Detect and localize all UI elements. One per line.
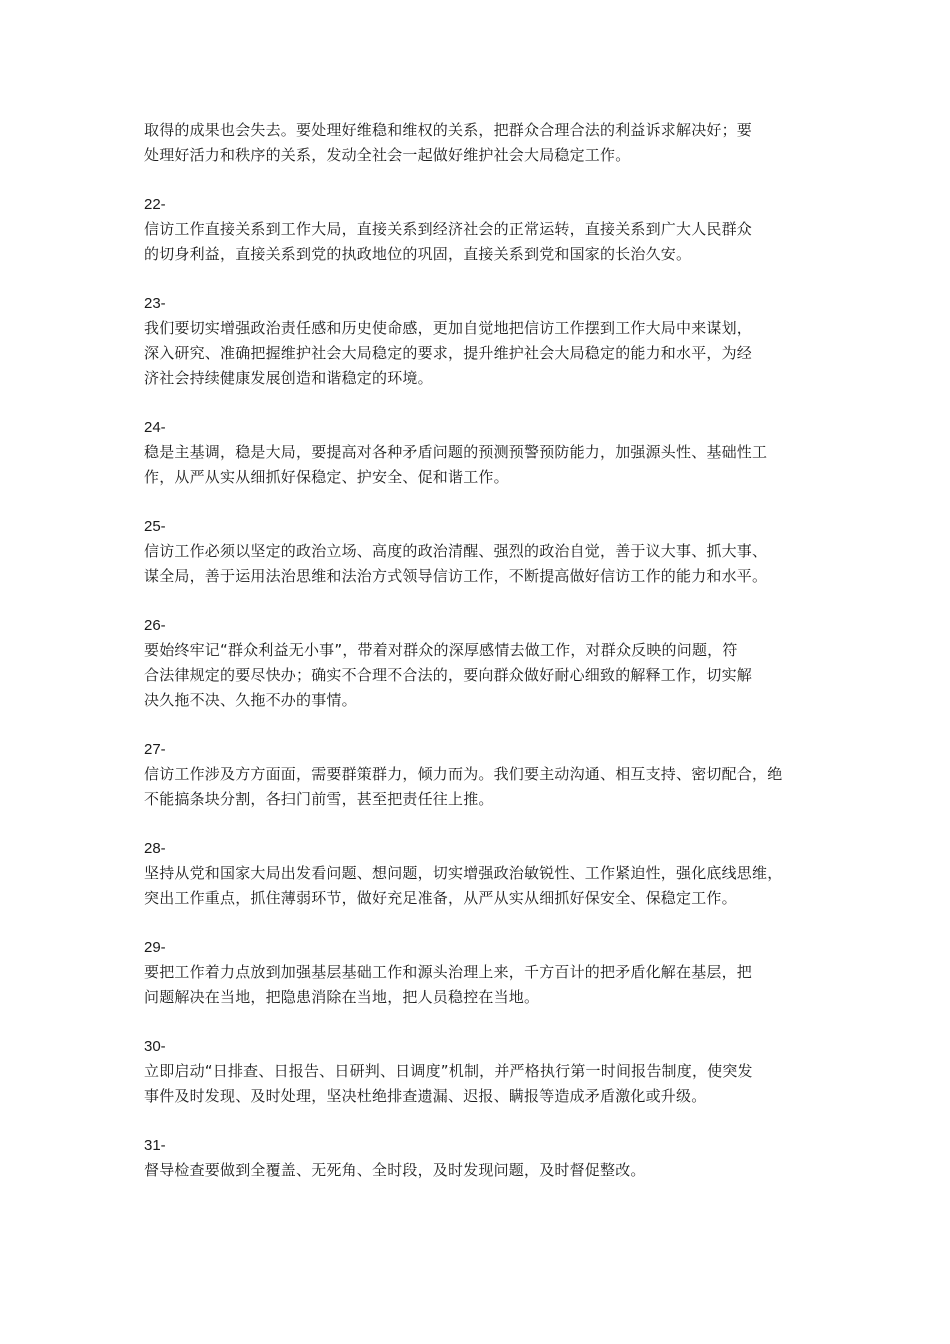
list-item	[144, 1133, 824, 1183]
text-line: 决久拖不决、久拖不办的事情。	[144, 691, 357, 709]
item-number: 26-	[144, 617, 166, 634]
item-text	[144, 440, 824, 490]
intro-line: 处理好活力和秩序的关系，发动全社会一起做好维护社会大局稳定工作。	[144, 146, 631, 164]
list-item	[144, 836, 824, 911]
item-number: 23-	[144, 295, 166, 312]
item-number: 30-	[144, 1038, 166, 1055]
item-text	[144, 638, 824, 713]
list-item	[144, 935, 824, 1010]
text-line: 合法律规定的要尽快办；确实不合理不合法的，要向群众做好耐心细致的解释工作，切实解	[144, 666, 753, 684]
text-line: 要把工作着力点放到加强基层基础工作和源头治理上来，千方百计的把矛盾化解在基层，把	[144, 963, 753, 981]
item-number: 28-	[144, 840, 166, 857]
text-line: 作，从严从实从细抓好保稳定、护安全、促和谐工作。	[144, 468, 509, 486]
text-line: 济社会持续健康发展创造和谐稳定的环境。	[144, 369, 433, 387]
text-line: 问题解决在当地，把隐患消除在当地，把人员稳控在当地。	[144, 988, 540, 1006]
text-line: 要始终牢记“群众利益无小事”，带着对群众的深厚感情去做工作，对群众反映的问题，符	[144, 641, 738, 659]
item-text	[144, 861, 824, 911]
text-line: 我们要切实增强政治责任感和历史使命感，更加自觉地把信访工作摆到工作大局中来谋划，	[144, 319, 753, 337]
list-item	[144, 1034, 824, 1109]
text-line: 信访工作直接关系到工作大局，直接关系到经济社会的正常运转，直接关系到广大人民群众	[144, 220, 753, 238]
text-line: 坚持从党和国家大局出发看问题、想问题，切实增强政治敏锐性、工作紧迫性，强化底线思维，	[144, 864, 783, 882]
list-item	[144, 291, 824, 391]
list-item	[144, 737, 824, 812]
text-line: 立即启动“日排查、日报告、日研判、日调度”机制，并严格执行第一时间报告制度，使突发	[144, 1062, 753, 1080]
item-number: 31-	[144, 1137, 166, 1154]
item-text	[144, 762, 824, 812]
item-text	[144, 1059, 824, 1109]
item-number: 24-	[144, 419, 166, 436]
text-line: 谋全局，善于运用法治思维和法治方式领导信访工作，不断提高做好信访工作的能力和水平。	[144, 567, 768, 585]
document-page	[144, 118, 824, 1183]
text-line: 信访工作必须以坚定的政治立场、高度的政治清醒、强烈的政治自觉，善于议大事、抓大事、	[144, 542, 768, 560]
text-line: 不能搞条块分割，各扫门前雪，甚至把责任往上推。	[144, 790, 494, 808]
list-item	[144, 613, 824, 713]
text-line: 突出工作重点，抓住薄弱环节，做好充足准备，从严从实从细抓好保安全、保稳定工作。	[144, 889, 737, 907]
text-line: 稳是主基调，稳是大局，要提高对各种矛盾问题的预测预警预防能力，加强源头性、基础性工	[144, 443, 768, 461]
intro-paragraph	[144, 118, 824, 168]
item-number: 25-	[144, 518, 166, 535]
item-number: 29-	[144, 939, 166, 956]
text-line: 深入研究、准确把握维护社会大局稳定的要求，提升维护社会大局稳定的能力和水平，为经	[144, 344, 753, 362]
list-item	[144, 415, 824, 490]
item-text	[144, 960, 824, 1010]
intro-line: 取得的成果也会失去。要处理好维稳和维权的关系，把群众合理合法的利益诉求解决好；要	[144, 121, 753, 139]
text-line: 的切身利益，直接关系到党的执政地位的巩固，直接关系到党和国家的长治久安。	[144, 245, 692, 263]
item-text	[144, 316, 824, 391]
list-item	[144, 192, 824, 267]
item-number: 27-	[144, 741, 166, 758]
text-line: 事件及时发现、及时处理，坚决杜绝排查遗漏、迟报、瞒报等造成矛盾激化或升级。	[144, 1087, 707, 1105]
item-number: 22-	[144, 196, 166, 213]
item-text	[144, 217, 824, 267]
item-text	[144, 1158, 824, 1183]
list-item	[144, 514, 824, 589]
item-text	[144, 539, 824, 589]
text-line: 信访工作涉及方方面面，需要群策群力，倾力而为。我们要主动沟通、相互支持、密切配合，绝	[144, 765, 783, 783]
text-line: 督导检查要做到全覆盖、无死角、全时段，及时发现问题，及时督促整改。	[144, 1161, 646, 1179]
